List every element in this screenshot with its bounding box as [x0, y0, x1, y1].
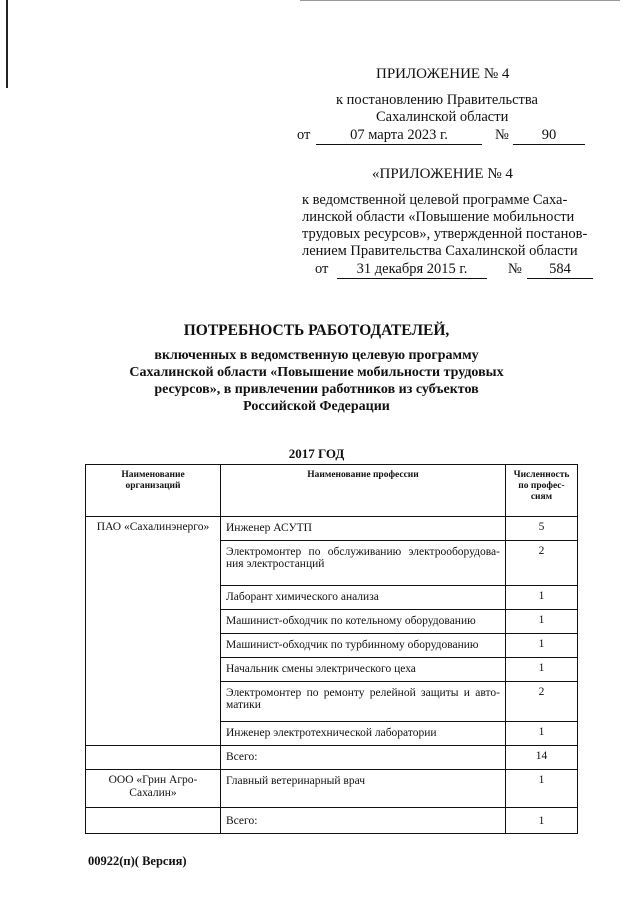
- total-label-cell: Всего:: [221, 808, 506, 834]
- sub-line-2: линской области «Повышение мобильности: [302, 209, 575, 225]
- table-row: [86, 517, 578, 541]
- profession-cell: Инженер АСУТП: [221, 517, 506, 541]
- total-count-cell: 1: [506, 808, 578, 834]
- document-subtitle: [0, 347, 633, 415]
- appendix-title: ПРИЛОЖЕНИЕ № 4: [376, 66, 510, 82]
- total-count-cell: 14: [506, 746, 578, 770]
- profession-cell: Электромонтер по обслуживанию электрооборудова-ния электростанций: [221, 541, 506, 586]
- table-row-total: [86, 808, 578, 834]
- sub-from-label: от: [315, 261, 329, 277]
- count-cell: 1: [506, 658, 578, 682]
- sub-date: 31 декабря 2015 г.: [337, 261, 487, 279]
- profession-cell: Машинист-обходчик по турбинному оборудованию: [221, 634, 506, 658]
- sub-appendix-title: «ПРИЛОЖЕНИЕ № 4: [372, 166, 513, 182]
- profession-cell: Лаборант химического анализа: [221, 586, 506, 610]
- org-cell: ООО «Грин Агро-Сахалин»: [86, 770, 221, 808]
- org-cell: ПАО «Сахалинэнерго»: [86, 517, 221, 746]
- count-cell: 2: [506, 682, 578, 722]
- count-cell: 5: [506, 517, 578, 541]
- scan-edge-mark: [6, 0, 8, 88]
- count-cell: 1: [506, 722, 578, 746]
- resolution-date: 07 марта 2023 г.: [316, 127, 482, 145]
- profession-cell: Начальник смены электрического цеха: [221, 658, 506, 682]
- document-footer: 00922(п)( Версия): [88, 854, 187, 868]
- subtitle-line: Российской Федерации: [243, 399, 390, 414]
- header-profession: Наименование профессии: [221, 465, 506, 517]
- resolution-number: 90: [513, 127, 585, 145]
- profession-cell: Электромонтер по ремонту релейной защиты и авто-матики: [221, 682, 506, 722]
- sub-line-1: к ведомственной целевой программе Саха-: [302, 192, 568, 208]
- header-count-line: Численность: [513, 470, 570, 480]
- header-count: [506, 465, 578, 517]
- sub-line-4: лением Правительства Сахалинской области: [302, 243, 578, 259]
- subtitle-line: ресурсов», в привлечении работников из субъектов: [154, 382, 479, 397]
- header-count-line: сиям: [530, 492, 553, 502]
- count-cell: 1: [506, 610, 578, 634]
- sub-line-3: трудовых ресурсов», утвержденной постанов-: [302, 226, 588, 242]
- count-cell: 2: [506, 541, 578, 586]
- sub-number-label: №: [508, 261, 522, 277]
- profession-cell: Главный ветеринарный врач: [221, 770, 506, 808]
- employer-needs-table: [85, 464, 578, 834]
- sub-number: 584: [527, 261, 593, 279]
- table-row: [86, 770, 578, 808]
- scan-top-mark: [300, 0, 620, 1]
- count-cell: 1: [506, 634, 578, 658]
- year-heading: 2017 ГОД: [288, 446, 345, 461]
- profession-cell: Машинист-обходчик по котельному оборудованию: [221, 610, 506, 634]
- resolution-line: к постановлению Правительства: [336, 92, 538, 108]
- number-label: №: [495, 127, 509, 143]
- org-cell: [86, 746, 221, 770]
- profession-cell: Инженер электротехнической лаборатории: [221, 722, 506, 746]
- count-cell: 1: [506, 770, 578, 808]
- from-label: от: [297, 127, 311, 143]
- region-line: Сахалинской области: [376, 109, 509, 125]
- table-header-row: [86, 465, 578, 517]
- subtitle-line: включенных в ведомственную целевую программу: [154, 348, 479, 363]
- count-cell: 1: [506, 586, 578, 610]
- total-label-cell: Всего:: [221, 746, 506, 770]
- subtitle-line: Сахалинской области «Повышение мобильности трудовых: [129, 365, 504, 380]
- document-title: ПОТРЕБНОСТЬ РАБОТОДАТЕЛЕЙ,: [183, 322, 450, 339]
- org-cell: [86, 808, 221, 834]
- header-count-line: по профес-: [518, 481, 565, 491]
- table-row-total: [86, 746, 578, 770]
- header-org: Наименование организаций: [86, 465, 221, 517]
